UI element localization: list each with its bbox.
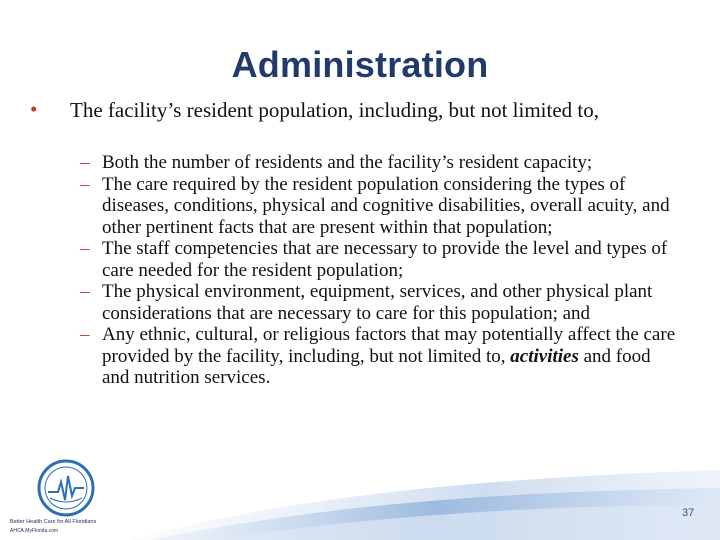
page-number: 37 xyxy=(682,507,695,519)
emphasis-text: activities xyxy=(510,345,579,367)
dash-icon: – xyxy=(80,152,90,173)
sub-bullet-text: The care required by the resident population considering the types of diseases, conditions, physical and cognitive disabilities, overall acuity, and other pertinent facts that are present within that population; xyxy=(102,173,670,238)
sub-bullet-list xyxy=(80,152,680,389)
sub-bullet-4 xyxy=(80,281,680,324)
sub-bullet-text: Any ethnic, cultural, or religious factors that may potentially affect the care provided by the facility, including, but not limited to, activities and food and nutrition services. xyxy=(102,324,676,388)
sub-bullet-text: Both the number of residents and the facility’s resident capacity; xyxy=(102,152,593,173)
logo-tagline: Better Health Care for All Floridians xyxy=(10,519,97,525)
ahca-circle-logo-icon xyxy=(10,458,122,538)
slide-title: Administration xyxy=(231,44,489,85)
sub-bullet-5 xyxy=(80,324,680,389)
dash-icon: – xyxy=(80,324,90,345)
sub-bullet-1 xyxy=(80,152,680,174)
logo-website: AHCA.MyFlorida.com xyxy=(10,528,59,534)
dash-icon: – xyxy=(80,281,90,302)
sub-bullet-text: The physical environment, equipment, services, and other physical plant considerations that are necessary to care for this population; and xyxy=(102,281,653,324)
dash-icon: – xyxy=(80,238,90,259)
sub-bullet-text: The staff competencies that are necessary to provide the level and types of care needed for the resident population; xyxy=(102,238,668,281)
sub-bullet-3 xyxy=(80,238,680,281)
main-bullet-text: The facility’s resident population, including, but not limited to, xyxy=(70,98,599,122)
bullet-dot-icon: • xyxy=(30,97,38,121)
sub-bullet-2 xyxy=(80,174,680,239)
dash-icon: – xyxy=(80,173,90,195)
